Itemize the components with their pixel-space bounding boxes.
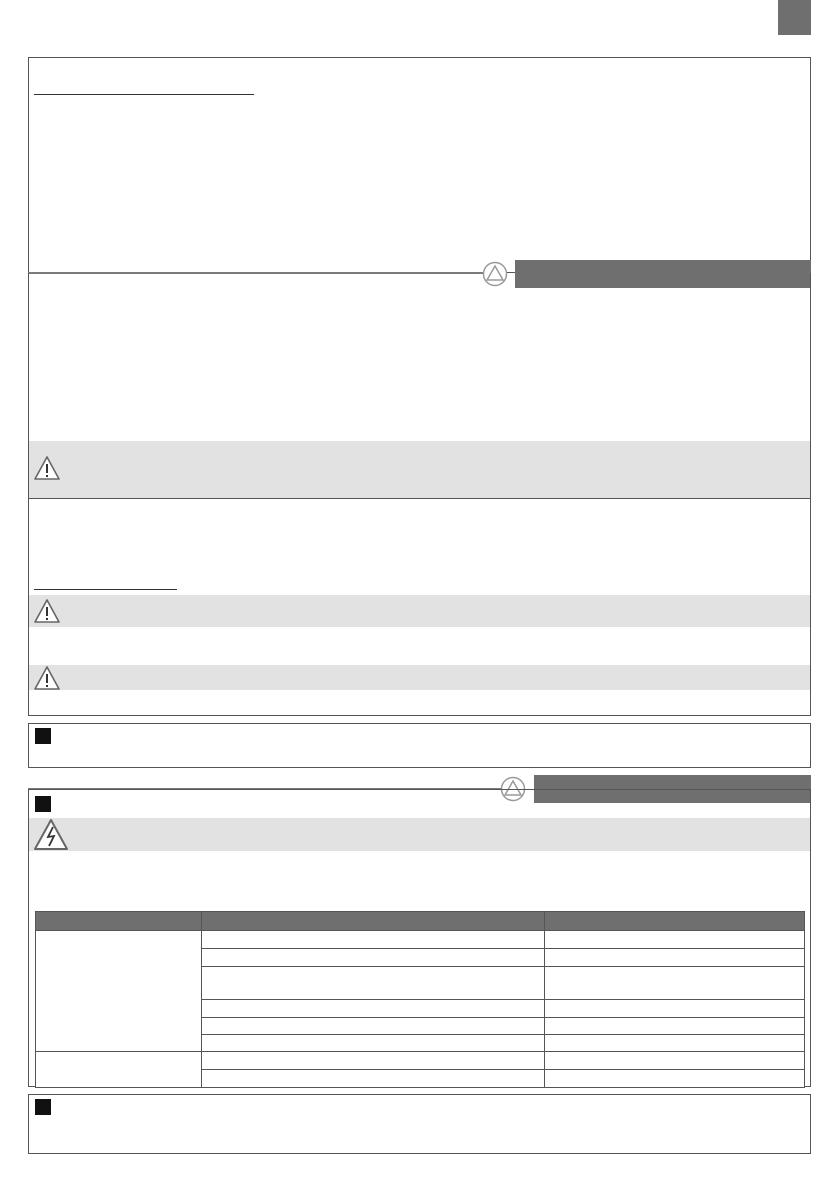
warning-band-1 [29,441,810,498]
table-cell [202,1052,545,1070]
table-cell [202,967,545,1000]
table-row [36,931,805,949]
table-cell [545,1018,805,1035]
table-cell [202,949,545,967]
intro-section-box [28,57,811,273]
table-cell [545,1000,805,1018]
table-cell [545,931,805,949]
table-cell [202,931,545,949]
warning-icon [34,455,60,481]
table-cell [545,1035,805,1052]
table-cell [202,1000,545,1018]
black-square-icon [35,728,51,744]
lightning-warning-icon [33,818,69,851]
table-header-cell [545,912,805,931]
table-cell [545,1070,805,1088]
table-header-cell [36,912,202,931]
installation-heading-underline [34,589,177,590]
table-cell [545,949,805,967]
table-row [36,1052,805,1070]
warning-icon [34,598,60,624]
black-square-icon [35,1099,51,1115]
specification-table [35,911,805,1088]
step-box-2 [28,1094,811,1154]
table-cell [545,967,805,1000]
black-square-icon [35,796,51,812]
warning-band-2 [29,595,810,627]
table-cell [202,1018,545,1035]
warning-band-3 [29,665,810,690]
table-cell [202,1070,545,1088]
table-header-cell [202,912,545,931]
intro-heading-underline [34,94,254,95]
step-box-1 [28,723,811,768]
page-number-tab [778,0,811,35]
table-header-row [36,912,805,931]
table-group-cell [36,1052,202,1088]
warning-icon [34,665,60,691]
electric-warning-band [29,818,810,851]
table-cell [545,1052,805,1070]
table-cell [202,1035,545,1052]
table-group-cell [36,931,202,1052]
